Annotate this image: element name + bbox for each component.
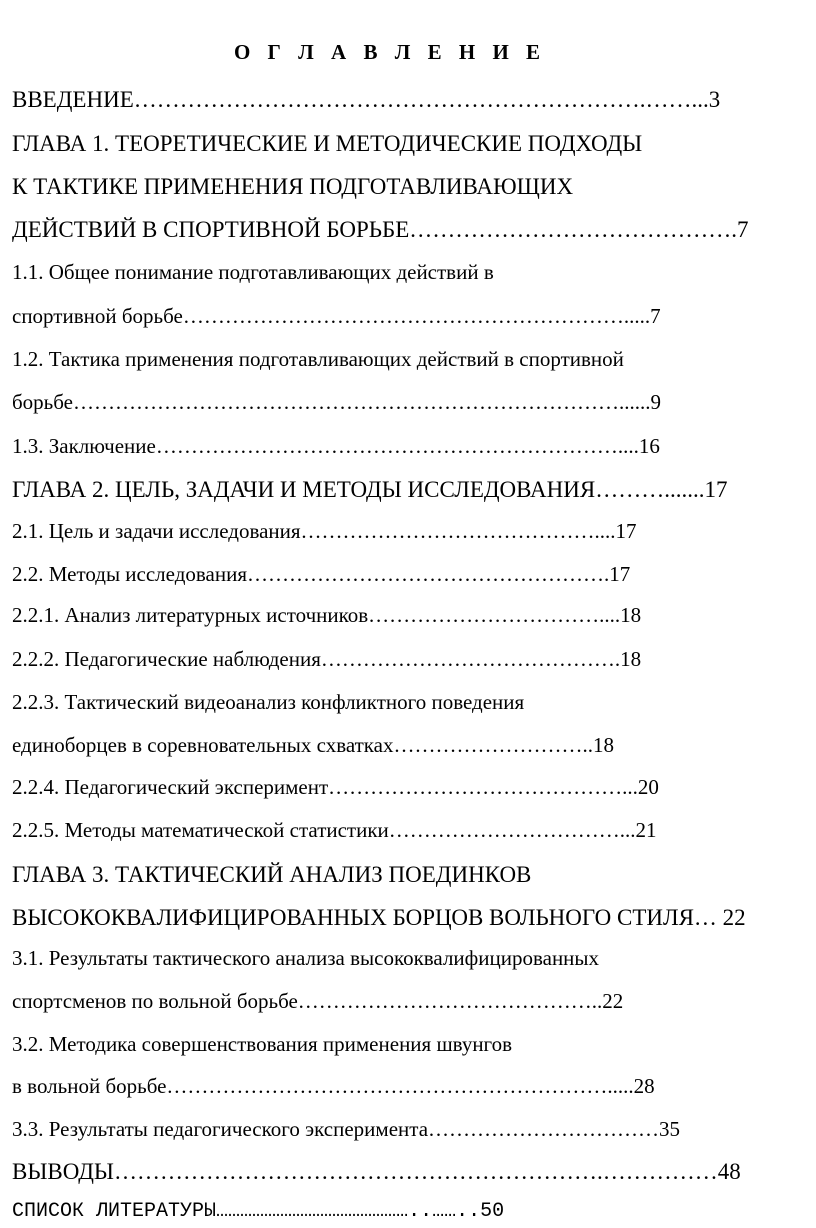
toc-entry-3-1-line-1: 3.1. Результаты тактического анализа высококвалифицированных [12, 946, 600, 970]
toc-entry-1-1-line-1: 1.1. Общее понимание подготавливающих действий в [12, 260, 494, 284]
toc-chapter-3-line-2: ВЫСОКОКВАЛИФИЦИРОВАННЫХ БОРЦОВ ВОЛЬНОГО СТИЛЯ… 22 [12, 905, 746, 930]
toc-entry-introduction: ВВЕДЕНИЕ………………………………………………………….……...3 [12, 87, 721, 112]
toc-entry-2-2-2: 2.2.2. Педагогические наблюдения…………………………………….18 [12, 647, 642, 671]
toc-entry-2-2-1: 2.2.1. Анализ литературных источников……………………………....18 [12, 603, 642, 627]
toc-entry-3-3: 3.3. Результаты педагогического эксперимента……………………………35 [12, 1117, 681, 1141]
toc-entry-1-2-line-1: 1.2. Тактика применения подготавливающих действий в спортивной [12, 347, 624, 371]
toc-entry-2-2-5: 2.2.5. Методы математической статистики……………………………...21 [12, 818, 657, 842]
toc-title: О Г Л А В Л Е Н И Е [233, 40, 547, 64]
toc-chapter-3-line-1: ГЛАВА 3. ТАКТИЧЕСКИЙ АНАЛИЗ ПОЕДИНКОВ [12, 862, 532, 887]
toc-entry-1-2-line-2: борьбе……………………………………………………………………......9 [12, 390, 661, 414]
toc-entry-bibliography: СПИСОК ЛИТЕРАТУРЫ…………………………………………..……..50 [12, 1200, 505, 1223]
toc-entry-2-2-3-line-2: единоборцев в соревновательных схватках………………………..18 [12, 733, 614, 757]
toc-entry-1-1-line-2: спортивной борьбе……………………………………………………….....7 [12, 304, 661, 328]
toc-chapter-1-line-3: ДЕЙСТВИЙ В СПОРТИВНОЙ БОРЬБЕ…………………………………….7 [12, 217, 749, 242]
toc-chapter-1-line-1: ГЛАВА 1. ТЕОРЕТИЧЕСКИЕ И МЕТОДИЧЕСКИЕ ПОДХОДЫ [12, 131, 643, 156]
toc-chapter-2: ГЛАВА 2. ЦЕЛЬ, ЗАДАЧИ И МЕТОДЫ ИССЛЕДОВАНИЯ……….......17 [12, 477, 728, 502]
toc-entry-3-2-line-2: в вольной борьбе……………………………………………………….....28 [12, 1074, 655, 1098]
toc-entry-conclusions: ВЫВОДЫ……………………………………………………….……………48 [12, 1159, 741, 1184]
toc-chapter-1-line-2: К ТАКТИКЕ ПРИМЕНЕНИЯ ПОДГОТАВЛИВАЮЩИХ [12, 174, 574, 199]
toc-entry-3-1-line-2: спортсменов по вольной борьбе……………………………………..22 [12, 989, 624, 1013]
toc-entry-2-2-4: 2.2.4. Педагогический эксперимент……………………………………...20 [12, 775, 659, 799]
toc-entry-2-1: 2.1. Цель и задачи исследования……………………………………....17 [12, 519, 637, 543]
toc-entry-3-2-line-1: 3.2. Методика совершенствования применения швунгов [12, 1032, 513, 1056]
toc-entry-2-2: 2.2. Методы исследования…………………………………………….17 [12, 562, 631, 586]
toc-entry-1-3: 1.3. Заключение…………………………………………………………....16 [12, 434, 660, 458]
toc-entry-2-2-3-line-1: 2.2.3. Тактический видеоанализ конфликтного поведения [12, 690, 525, 714]
